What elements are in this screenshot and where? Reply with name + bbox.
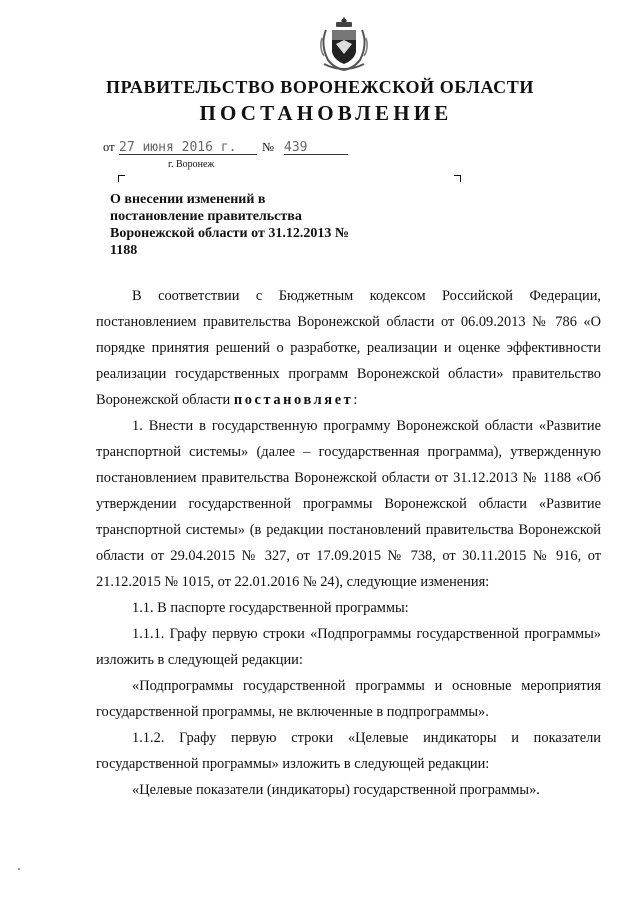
date-field (119, 140, 257, 155)
corner-bracket-left (118, 175, 125, 182)
paragraph-1-1-2: 1.1.2. Графу первую строки «Целевые индикаторы и показатели государственной программы» изложить в следующей редакции: (96, 730, 601, 772)
paragraph-1: 1. Внести в государственную программу Воронежской области «Развитие транспортной системы» (далее – государственная программа), утвержденную постановлением правительства Воронежской области от 31.12.2013 № 1188 «Об утверждении государственной программы Воронежской области «Развитие транспортной системы» (в редакции постановлений правительства Воронежской области от 29.04.2015 № 327, от 17.09.2015 № 738, от 30.11.2015 № 916, от 21.12.2015 № 1015, от 22.01.2016 № 24), следующие изменения: (96, 418, 601, 590)
preamble-paragraph (96, 283, 601, 413)
preamble-text: В соответствии с Бюджетным кодексом Российской Федерации, постановлением правительства Воронежской области от 06.09.2013 № 786 «О порядке принятия решений о разработке, реализации и оценке эффективности реализации государственных программ Воронежской области» правительство Воронежской области (96, 288, 601, 408)
corner-bracket-right (454, 175, 461, 182)
scan-speck (18, 868, 20, 870)
paragraph-1-1: 1.1. В паспорте государственной программы: (132, 600, 409, 616)
decree-number: 439 (284, 140, 308, 155)
quote-2: «Целевые показатели (индикаторы) государственной программы». (132, 782, 540, 798)
decree-subject: О внесении изменений в постановление правительства Воронежской области от 31.12.2013 № 1188 (110, 192, 349, 258)
number-label: № (262, 140, 274, 154)
decree-body (96, 283, 601, 803)
preamble-colon: : (353, 392, 358, 408)
date-from-label: от (103, 140, 115, 154)
government-title: ПРАВИТЕЛЬСТВО ВОРОНЕЖСКОЙ ОБЛАСТИ (106, 77, 534, 97)
paragraph-1-1-1: 1.1.1. Графу первую строки «Подпрограммы государственной программы» изложить в следующей редакции: (96, 626, 601, 668)
city-label: г. Воронеж (168, 159, 215, 170)
coat-of-arms-icon (318, 14, 370, 74)
decree-date: 27 июня 2016 г. (119, 140, 237, 155)
quote-1: «Подпрограммы государственной программы и основные мероприятия государственной программы, не включенные в подпрограммы». (96, 678, 601, 720)
resolves-word: постановляет (233, 392, 354, 408)
decree-title: ПОСТАНОВЛЕНИЕ (199, 101, 453, 125)
number-field (284, 140, 348, 155)
